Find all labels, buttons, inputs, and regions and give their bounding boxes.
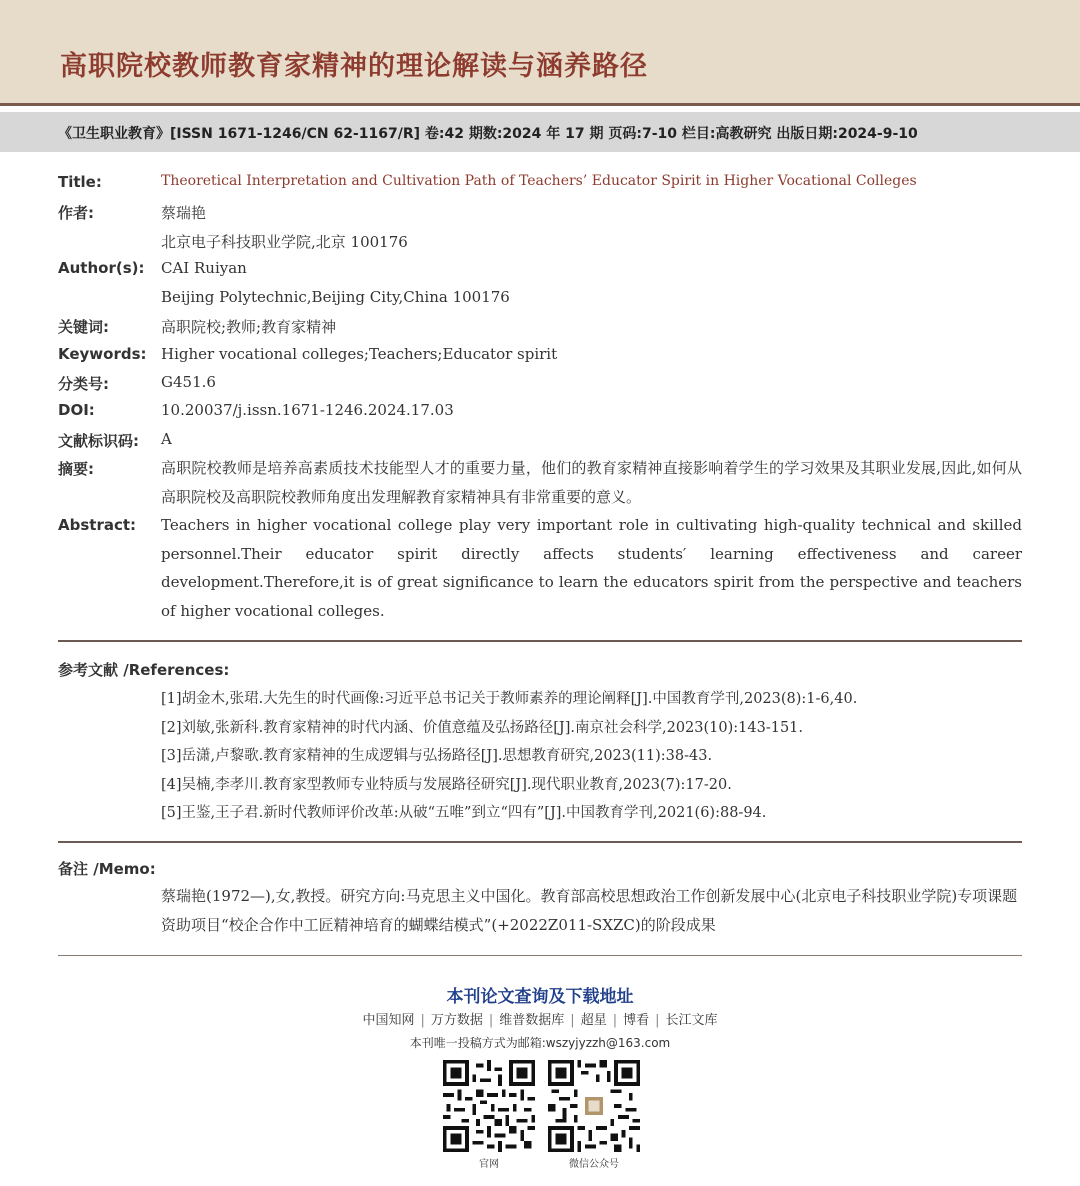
author-en-affiliation: Beijing Polytechnic,Beijing City,China 100176: [161, 288, 510, 306]
meta-bar: [0, 112, 1080, 152]
field-author-en: [58, 259, 1022, 315]
qr-code-official-icon[interactable]: [443, 1060, 535, 1152]
submission-email: 本刊唯一投稿方式为邮箱:wszyjyzzh@163.com: [409, 1036, 671, 1050]
author-cn-name: 蔡瑞艳: [161, 204, 207, 222]
author-cn-label: 作者:: [58, 204, 94, 222]
meta-line: 《卫生职业教育》[ISSN 1671-1246/CN 62-1167/R] 卷:42 期数:2024 年 17 期 页码:7-10 栏目:高教研究 出版日期:2024-9-10: [58, 126, 918, 142]
field-keywords-en: [58, 345, 1022, 371]
class-value: G451.6: [161, 373, 216, 391]
keywords-cn-value: 高职院校;教师;教育家精神: [161, 318, 337, 336]
abstract-en-text: Teachers in higher vocational college play very important role in cultivating high-quality technical and skilled personnel.Their educator spirit directly affects students′ learning effectiveness and career development.Therefore,it is of great significance to learn the educators spirit from the perspective and teachers of higher vocational colleges.: [161, 516, 1022, 621]
field-doc-code: [58, 430, 1022, 456]
title-value: Theoretical Interpretation and Cultivation Path of Teachers’ Educator Spirit in Higher Vocational Colleges: [161, 173, 917, 189]
header-divider: [0, 103, 1080, 106]
divider-memo: [58, 841, 1022, 843]
divider-references: [58, 640, 1022, 642]
database-vip[interactable]: 维普数据库: [499, 1013, 565, 1028]
keywords-en-label: Keywords:: [58, 345, 147, 363]
reference-item: [3]岳潇,卢黎歌.教育家精神的生成逻辑与弘扬路径[J].思想教育研究,2023(11):38-43.: [161, 748, 713, 764]
abstract-cn-text: 高职院校教师是培养高素质技术技能型人才的重要力量，他们的教育家精神直接影响着学生的学习效果及其职业发展,因此,如何从高职院校及高职院校教师角度出发理解教育家精神具有非常重要的意义。: [161, 459, 1022, 506]
reference-item: [5]王鉴,王子君.新时代教师评价改革:从破“五唯”到立“四有”[J].中国教育学刊,2021(6):88-94.: [161, 805, 767, 821]
memo-text: 蔡瑞艳(1972—),女,教授。研究方向:马克思主义中国化。教育部高校思想政治工作创新发展中心(北京电子科技职业学院)专项课题资助项目“校企合作中工匠精神培育的蝴蝶结模式”(+2022Z011-SXZC)的阶段成果: [161, 887, 1018, 934]
qr-official-label: 官网: [479, 1159, 499, 1170]
title-label: Title:: [58, 173, 102, 191]
header-banner: [0, 0, 1080, 103]
reference-item: [2]刘敏,张新科.教育家精神的时代内涵、价值意蕴及弘扬路径[J].南京社会科学,2023(10):143-151.: [161, 720, 804, 736]
keywords-cn-label: 关键词:: [58, 318, 109, 336]
doi-value: 10.20037/j.issn.1671-1246.2024.17.03: [161, 401, 454, 419]
database-cnki[interactable]: 中国知网: [362, 1013, 415, 1028]
keywords-en-value: Higher vocational colleges;Teachers;Educator spirit: [161, 345, 558, 363]
field-abstract-en: [58, 516, 1022, 632]
page-title: 高职院校教师教育家精神的理论解读与涵养路径: [60, 51, 648, 82]
field-classification: [58, 373, 1022, 399]
abstract-en-label: Abstract:: [58, 516, 137, 534]
author-en-name: CAI Ruiyan: [161, 259, 247, 277]
field-keywords-cn: [58, 316, 1022, 342]
field-doi: [58, 401, 1022, 427]
field-abstract-cn: [58, 458, 1022, 516]
database-bookan[interactable]: 博看: [623, 1013, 650, 1028]
qr-wechat-label: 微信公众号: [569, 1159, 619, 1170]
abstract-cn-label: 摘要:: [58, 460, 94, 478]
class-label: 分类号:: [58, 375, 109, 393]
author-en-label: Author(s):: [58, 259, 145, 277]
database-list: 中国知网 | 万方数据 | 维普数据库 | 超星 | 博看 | 长江文库: [362, 1013, 718, 1028]
doi-label: DOI:: [58, 401, 95, 419]
divider-footer: [58, 955, 1022, 956]
author-cn-affiliation: 北京电子科技职业学院,北京 100176: [161, 233, 408, 251]
footer-title: 本刊论文查询及下载地址: [446, 987, 634, 1007]
memo-label: 备注 /Memo:: [58, 860, 156, 878]
database-changjiang[interactable]: 长江文库: [665, 1013, 718, 1028]
references-label: 参考文献 /References:: [58, 661, 230, 679]
reference-item: [1]胡金木,张珺.大先生的时代画像:习近平总书记关于教师素养的理论阐释[J].中国教育学刊,2023(8):1-6,40.: [161, 691, 858, 707]
database-wanfang[interactable]: 万方数据: [430, 1013, 483, 1028]
qr-code-wechat-icon[interactable]: [548, 1060, 640, 1152]
database-chaoxing[interactable]: 超星: [580, 1013, 607, 1028]
field-author-cn: [58, 202, 1022, 258]
doc-code-label: 文献标识码:: [58, 432, 139, 450]
doc-code-value: A: [161, 430, 172, 448]
field-title: [58, 173, 1022, 199]
reference-item: [4]吴楠,李孝川.教育家型教师专业特质与发展路径研究[J].现代职业教育,2023(7):17-20.: [161, 777, 732, 793]
